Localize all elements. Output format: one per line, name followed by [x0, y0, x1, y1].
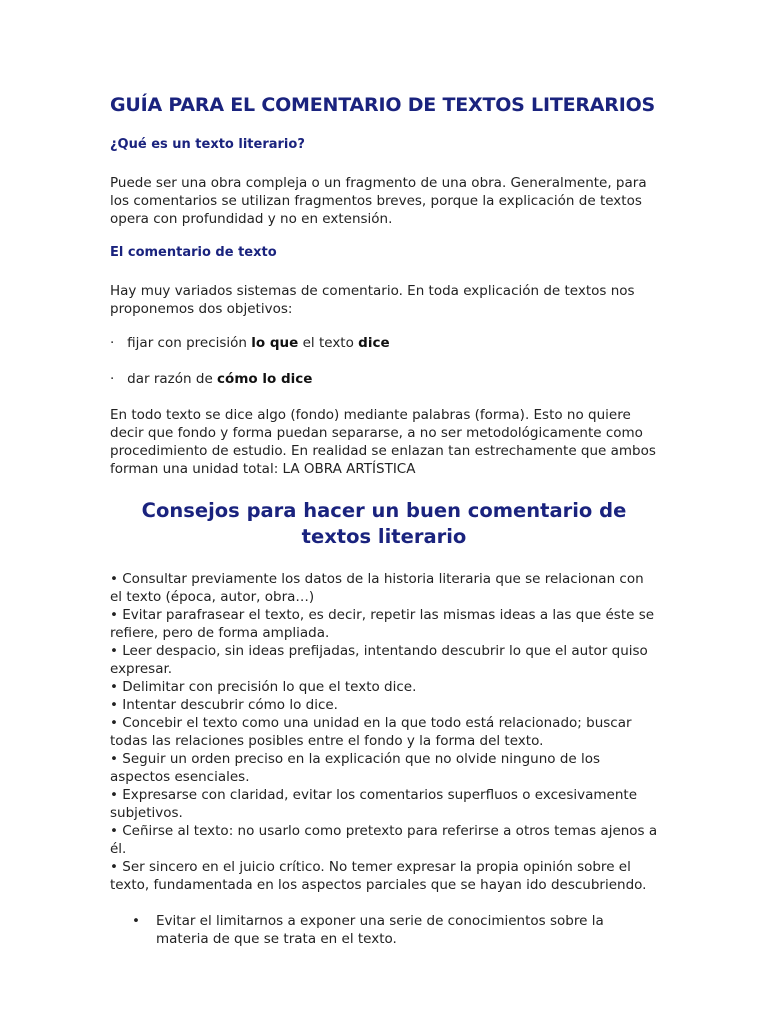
objective-text: dar razón de: [127, 371, 218, 387]
objective-text: el texto: [298, 335, 359, 351]
tips-list: [110, 570, 658, 894]
section-heading-que-es: ¿Qué es un texto literario?: [110, 137, 305, 152]
tip-item: • Concebir el texto como una unidad en la que todo está relacionado; buscar todas las relaciones posibles entre el fondo y la forma del texto.: [110, 715, 632, 749]
tip-item: • Evitar parafrasear el texto, es decir, repetir las mismas ideas a las que éste se refiere, pero de forma ampliada.: [110, 607, 655, 641]
tip-item: • Consultar previamente los datos de la historia literaria que se relacionan con el texto (época, autor, obra…): [110, 571, 644, 605]
final-item-text: Evitar el limitarnos a exponer una serie de conocimientos sobre la materia de que se trata en el texto.: [156, 913, 604, 947]
paragraph-fondo-forma: En todo texto se dice algo (fondo) mediante palabras (forma). Esto no quiere decir que fondo y forma puedan separarse, a no ser metodológicamente como procedimiento de estudio. En realidad se enlazan tan estrechamente que ambos forman una unidad total: LA OBRA ARTÍSTICA: [110, 407, 656, 477]
page-title: GUÍA PARA EL COMENTARIO DE TEXTOS LITERARIOS: [110, 94, 656, 116]
section-heading-comentario: El comentario de texto: [110, 245, 277, 260]
bullet-dot: ·: [110, 335, 115, 351]
objective-bold-text: dice: [358, 335, 390, 351]
tip-item: • Leer despacio, sin ideas prefijadas, intentando descubrir lo que el autor quiso expresar.: [110, 643, 648, 677]
tip-item: • Ser sincero en el juicio crítico. No temer expresar la propia opinión sobre el texto, fundamentada en los aspectos parciales que se hayan ido descubriendo.: [110, 859, 647, 893]
bullet-dot: •: [132, 913, 140, 929]
objective-item-2: [110, 371, 312, 387]
tip-item: • Intentar descubrir cómo lo dice.: [110, 697, 338, 713]
objective-bold-text: cómo lo dice: [217, 371, 313, 387]
objective-text: fijar con precisión: [127, 335, 252, 351]
paragraph-objectives-intro: Hay muy variados sistemas de comentario. En toda explicación de textos nos proponemos dos objetivos:: [110, 283, 635, 317]
tip-item: • Ceñirse al texto: no usarlo como pretexto para referirse a otros temas ajenos a él.: [110, 823, 658, 857]
final-list-item: [132, 912, 652, 948]
tip-item: • Seguir un orden preciso en la explicación que no olvide ninguno de los aspectos esenciales.: [110, 751, 601, 785]
objective-bold-text: lo que: [251, 335, 299, 351]
objective-item-1: [110, 335, 390, 351]
consejos-heading: Consejos para hacer un buen comentario de textos literario: [141, 499, 627, 548]
bullet-dot: ·: [110, 371, 115, 387]
tip-item: • Expresarse con claridad, evitar los comentarios superfluos o excesivamente subjetivos.: [110, 787, 638, 821]
paragraph-definition: Puede ser una obra compleja o un fragmento de una obra. Generalmente, para los comentarios se utilizan fragmentos breves, porque la explicación de textos opera con profundidad y no en extensión.: [110, 175, 647, 227]
tip-item: • Delimitar con precisión lo que el texto dice.: [110, 679, 417, 695]
